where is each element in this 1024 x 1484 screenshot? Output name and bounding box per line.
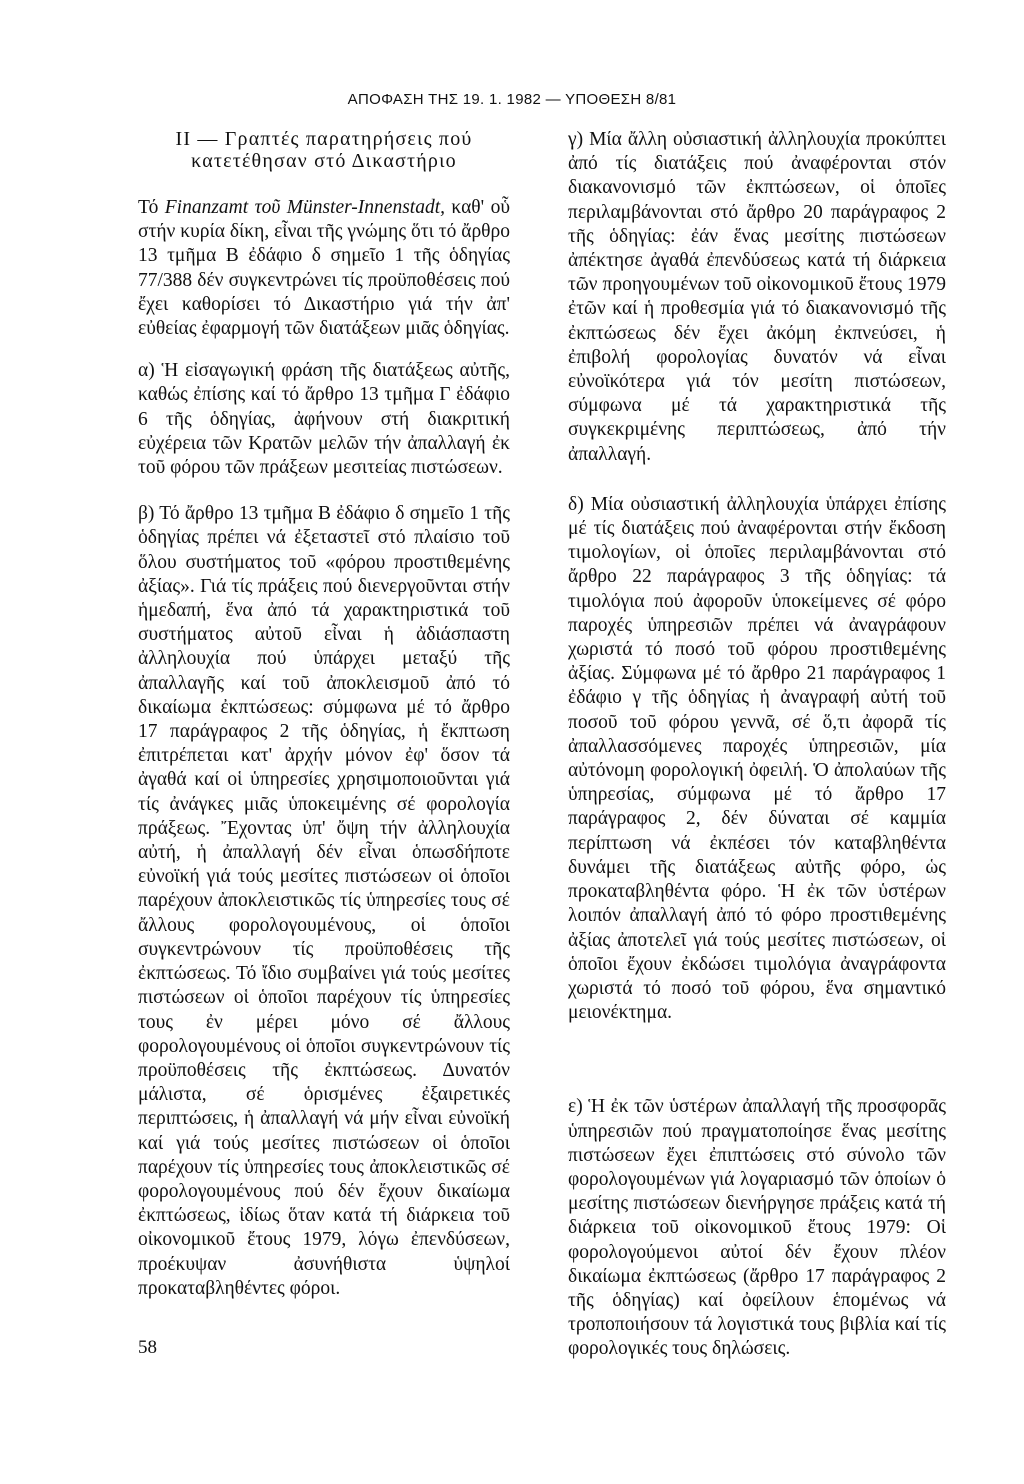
paragraph-c: γ) Μία ἄλλη οὐσιαστική ἀλληλουχία προκύπτει ἀπό τίς διατάξεις πού ἀναφέρονται στόν διακανονισμό τῶν ἐκπτώσεων, οἱ ὁποῖες περιλαμβάνονται στό ἄρθρο 20 παράγραφος 2 τῆς ὁδηγίας: ἐάν ἕνας μεσίτης πιστώσεων ἀπέκτησε ἀγαθά ἐπενδύσεως κατά τή διάρκεια τῶν προηγουμένων τοῦ οἰκονομικοῦ ἔτους 1979 ἐτῶν καί ἡ προθεσμία γιά τό διακανονισμό τῆς ἐκπτώσεως δέν ἔχει ἀκόμη ἐκπνεύσει, ἡ ἐπιβολή φορολογίας δυνατόν νά εἶναι εὐνοϊκότερα γιά τόν μεσίτη πιστώσεων, σύμφωνα μέ τά χαρακτηριστικά τῆς συγκεκριμένης περιπτώσεως, ἀπό τήν ἀπαλλαγή. [568,129,946,465]
paragraph-d: δ) Μία οὐσιαστική ἀλληλουχία ὑπάρχει ἐπίσης μέ τίς διατάξεις πού ἀναφέρονται στήν ἔκδοση τιμολογίων, οἱ ὁποῖες περιλαμβάνονται στό ἄρθρο 22 παράγραφος 3 τῆς ὁδηγίας: τά τιμολόγια πού ἀφοροῦν ὑποκείμενες σέ φόρο παροχές ὑπηρεσιῶν πρέπει νά ἀναγράφουν χωριστά τό ποσό τοῦ φόρου προστιθεμένης ἀξίας. Σύμφωνα μέ τό ἄρθρο 21 παράγραφος 1 ἐδάφιο γ τῆς ὁδηγίας ἡ ἀναγραφή αὐτή τοῦ ποσοῦ τοῦ φόρου γεννᾶ, σέ ὅ,τι ἀφορᾶ τίς ἀπαλλασσόμενες παροχές ὑπηρεσιῶν, μία αὐτόνομη φορολογική ὀφειλή. Ὁ ἀπολαύων τῆς ὑπηρεσίας, σύμφωνα μέ τό ἄρθρο 17 παράγραφος 2, δέν δύναται σέ καμμία περίπτωση νά ἐκπέσει τόν καταβληθέντα δυνάμει τῆς διατάξεως αὐτῆς φόρο, ὡς προκαταβληθέντα φόρο. Ἡ ἐκ τῶν ὑστέρων λοιπόν ἀπαλλαγή ἀπό τό φόρο προστιθεμένης ἀξίας ἀποτελεῖ γιά τούς μεσίτες πιστώσεων, οἱ ὁποῖοι ἔχουν ἐκδώσει τιμολόγια ἀναγράφοντα χωριστά τό ποσό τοῦ φόρου, ἕνα σημαντικό μειονέκτημα. [568,493,946,1024]
paragraph-b: β) Τό ἄρθρο 13 τμῆμα Β ἐδάφιο δ σημεῖο 1 τῆς ὁδηγίας πρέπει νά ἐξεταστεῖ στό πλαίσιο τοῦ ὅλου συστήματος τοῦ «φόρου προστιθεμένης ἀξίας». Γιά τίς πράξεις πού διενεργοῦνται στήν ἡμεδαπή, ἕνα ἀπό τά χαρακτηριστικά τοῦ συστήματος αὐτοῦ εἶναι ἡ ἀδιάσπαστη ἀλληλουχία πού ὑπάρχει μεταξύ τῆς ἀπαλλαγῆς καί τοῦ ἀποκλεισμοῦ ἀπό τό δικαίωμα ἐκπτώσεως: σύμφωνα μέ τό ἄρθρο 17 παράγραφος 2 τῆς ὁδηγίας, ἡ ἔκπτωση ἐπιτρέπεται κατ' ἀρχήν μόνον ἐφ' ὅσον τά ἀγαθά καί οἱ ὑπηρεσίες χρησιμοποιοῦνται γιά τίς ἀνάγκες μιᾶς ὑποκειμένης σέ φορολογία πράξεως. Ἔχοντας ὑπ' ὄψη τήν ἀλληλουχία αὐτή, ἡ ἀπαλλαγή δέν εἶναι ὁπωσδήποτε εὐνοϊκή γιά τούς μεσίτες πιστώσεων οἱ ὁποῖοι παρέχουν ἀποκλειστικῶς τίς ὑπηρεσίες τους σέ ἄλλους φορολογουμένους, οἱ ὁποῖοι συγκεντρώνουν τίς προϋποθέσεις τῆς ἐκπτώσεως. Τό ἴδιο συμβαίνει γιά τούς μεσίτες πιστώσεων οἱ ὁποῖοι παρέχουν τίς ὑπηρεσίες τους ἐν μέρει μόνο σέ ἄλλους φορολογουμένους οἱ ὁποῖοι συγκεντρώνουν τίς προϋποθέσεις τῆς ἐκπτώσεως. Δυνατόν μάλιστα, σέ ὁρισμένες ἐξαιρετικές περιπτώσεις, ἡ ἀπαλλαγή νά μήν εἶναι εὐνοϊκή καί γιά τούς μεσίτες πιστώσεων οἱ ὁποῖοι παρέχουν τίς ὑπηρεσίες τους ἀποκλειστικῶς σέ φορολογουμένους πού δέν ἔχουν δικαίωμα ἐκπτώσεως, ἰδίως ὅταν κατά τή διάρκεια τοῦ οἰκονομικοῦ ἔτους 1979, λόγω ἐπενδύσεων, προέκυψαν ἀσυνήθιστα ὑψηλοί προκαταβληθέντες φόροι. [138,503,510,1299]
paragraph-e: ε) Ἡ ἐκ τῶν ὑστέρων ἀπαλλαγή τῆς προσφορᾶς ὑπηρεσιῶν πού πραγματοποίησε ἕνας μεσίτης πιστώσεων ἔχει ἐπιπτώσεις στό σύνολο τῶν φορολογουμένων γιά λογαριασμό τῶν ὁποίων ὁ μεσίτης πιστώσεων διενήργησε πράξεις κατά τή διάρκεια τοῦ οἰκονομικοῦ ἔτους 1979: Οἱ φορολογούμενοι αὐτοί δέν ἔχουν πλέον δικαίωμα ἐκπτώσεως (ἄρθρο 17 παράγραφος 2 τῆς ὁδηγίας) καί ὀφείλουν ἑπομένως νά τροποποιήσουν τά λογιστικά τους βιβλία καί τίς φορολογικές τους δηλώσεις. [568,1096,946,1360]
section-title-line-2: κατετέθησαν στό Δικαστήριο [191,150,457,172]
intro-text-rest: καθ' οὗ στήν κυρία δίκη, εἶναι τῆς γνώμης ὅτι τό ἄρθρο 13 τμῆμα Β ἐδάφιο δ σημεῖο 1 τῆς ὁδηγίας 77/388 δέν συγκεντρώνει τίς προϋποθέσεις πού ἔχει καθορίσει τό Δικαστήριο γιά τήν ἀπ' εὐθείας ἐφαρμογή τῶν διατάξεων μιᾶς ὁδηγίας. [138,197,510,340]
intro-paragraph [138,196,510,341]
page-number: 58 [138,1337,157,1358]
paragraph-a: α) Ἡ εἰσαγωγική φράση τῆς διατάξεως αὐτῆς, καθώς ἐπίσης καί τό ἄρθρο 13 τμῆμα Γ ἐδάφιο 6 τῆς ὁδηγίας, ἀφήνουν στή διακριτική εὐχέρεια τῶν Κρατῶν μελῶν τήν ἀπαλλαγή ἐκ τοῦ φόρου τῶν πράξεων μεσιτείας πιστώσεων. [138,360,510,479]
right-column [568,128,946,1362]
intro-party-name: Finanzamt τοῦ Münster-Innenstadt, [164,197,445,218]
section-title-line-1: II — Γραπτές παρατηρήσεις πού [175,128,473,150]
running-head: ΑΠΟΦΑΣΗ ΤΗΣ 19. 1. 1982 — ΥΠΟΘΕΣΗ 8/81 [347,91,677,108]
section-title [138,128,510,172]
left-column [138,128,510,1301]
intro-text-start: Τό [138,197,165,218]
